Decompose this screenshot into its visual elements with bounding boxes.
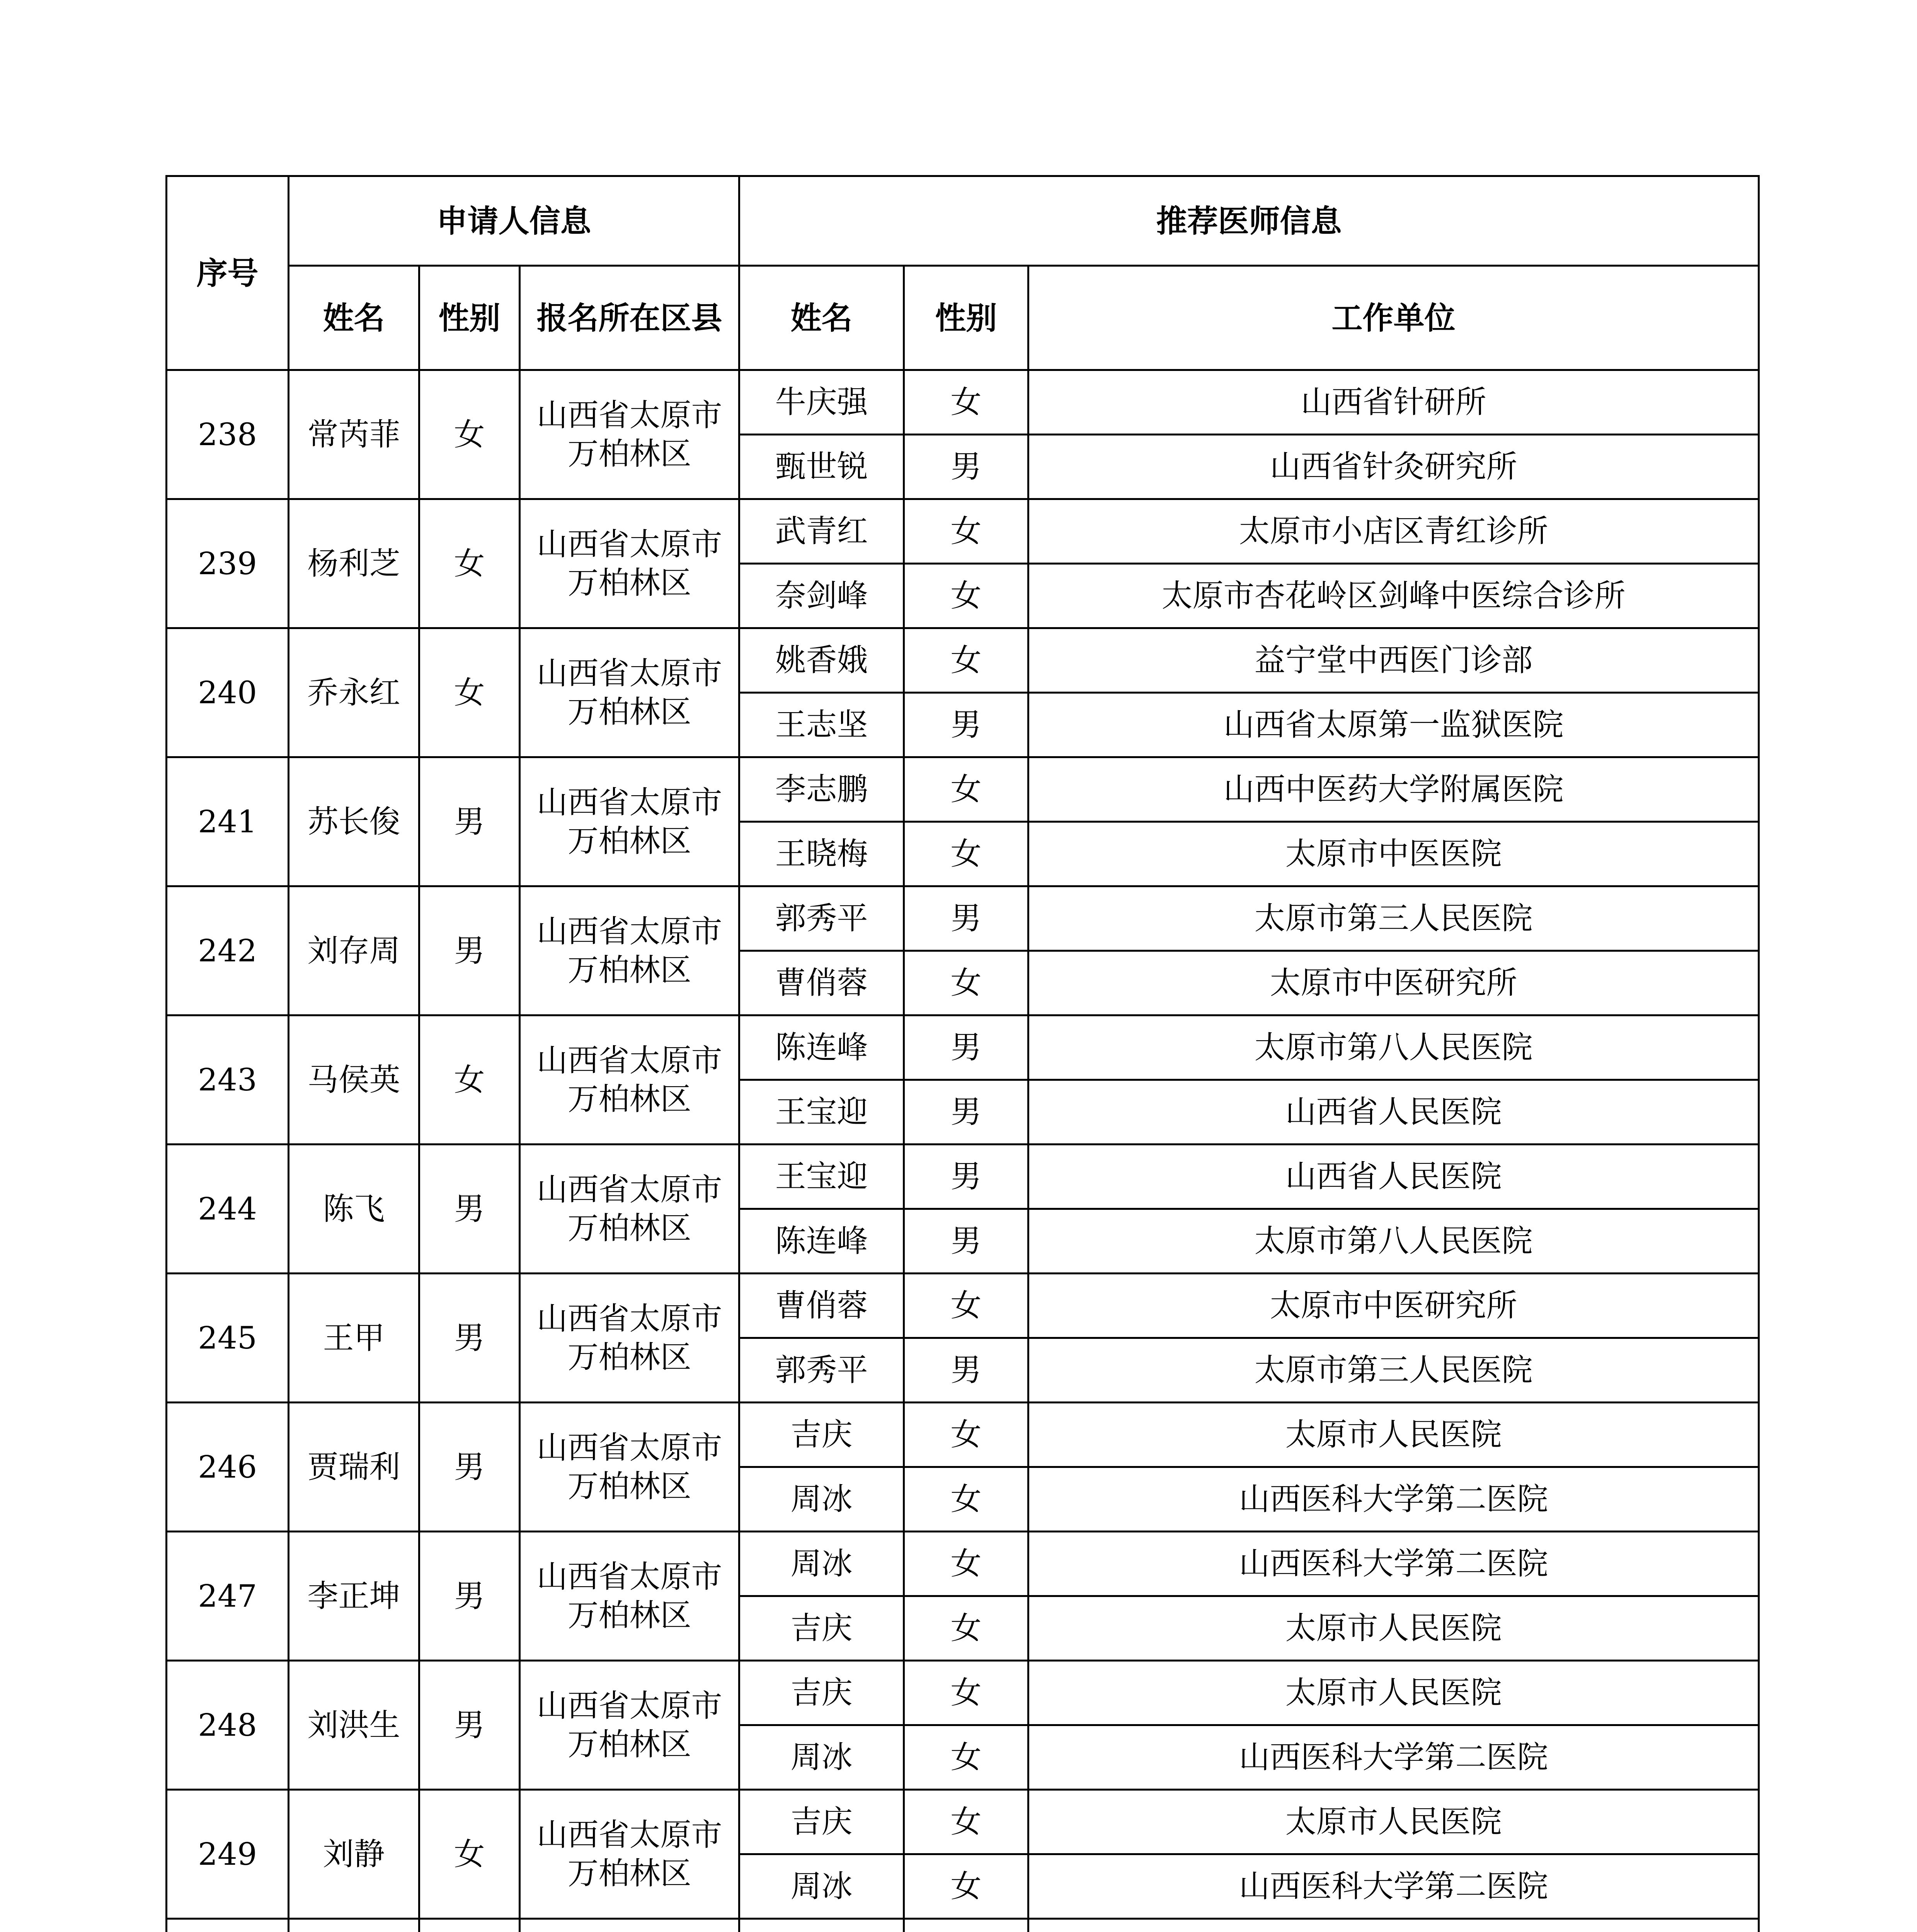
doctor-gender: 女 <box>904 1403 1028 1467</box>
applicant-seq: 241 <box>167 757 289 886</box>
doctor-unit: 太原市中医研究所 <box>1028 1274 1759 1338</box>
doctor-gender: 女 <box>904 757 1028 822</box>
doctor-unit: 太原市小店区青红诊所 <box>1028 499 1759 564</box>
applicant-name: 苏长俊 <box>289 757 419 886</box>
doctor-name: 吉庆 <box>739 1403 904 1467</box>
applicant-seq <box>167 1919 289 1932</box>
applicant-seq: 245 <box>167 1274 289 1403</box>
applicant-district: 山西省太原市万柏林区 <box>520 1274 739 1403</box>
doctor-name: 甄世锐 <box>739 435 904 499</box>
applicant-name: 马侯英 <box>289 1015 419 1145</box>
doctor-unit: 太原市人民医院 <box>1028 1403 1759 1467</box>
doctor-name: 曹俏蓉 <box>739 1274 904 1338</box>
applicant-district: 山西省太原市万柏林区 <box>520 1661 739 1790</box>
doctor-name: 周冰 <box>739 1532 904 1596</box>
doctor-name: 郭秀平 <box>739 886 904 951</box>
doctor-gender: 女 <box>904 564 1028 628</box>
doctor-gender: 男 <box>904 886 1028 951</box>
doctor-name: 王宝迎 <box>739 1080 904 1145</box>
doctor-name: 陈连峰 <box>739 1015 904 1080</box>
table-row <box>167 757 1759 822</box>
doctor-unit: 山西省针研所 <box>1028 370 1759 435</box>
applicant-district: 山西省太原市万柏林区 <box>520 370 739 499</box>
applicant-gender: 女 <box>419 370 520 499</box>
header-applicant-district: 报名所在区县 <box>520 266 739 370</box>
applicant-seq: 242 <box>167 886 289 1015</box>
applicant-name: 刘洪生 <box>289 1661 419 1790</box>
applicant-gender: 男 <box>419 1274 520 1403</box>
header-seq: 序号 <box>167 176 289 370</box>
applicant-gender: 男 <box>419 886 520 1015</box>
doctor-name: 王宝迎 <box>739 1145 904 1209</box>
applicant-name: 刘静 <box>289 1790 419 1919</box>
applicant-gender: 男 <box>419 1532 520 1661</box>
table-row <box>167 886 1759 951</box>
applicant-gender: 男 <box>419 1403 520 1532</box>
doctor-gender: 女 <box>904 1532 1028 1596</box>
applicant-name: 李正坤 <box>289 1532 419 1661</box>
applicant-name: 王甲 <box>289 1274 419 1403</box>
doctor-unit: 太原市第三人民医院 <box>1028 886 1759 951</box>
table-row <box>167 1015 1759 1080</box>
applicant-district: 山西省太原市万柏林区 <box>520 1403 739 1532</box>
applicant-seq: 248 <box>167 1661 289 1790</box>
header-applicant-gender: 性别 <box>419 266 520 370</box>
doctor-unit: 太原市第八人民医院 <box>1028 1209 1759 1274</box>
doctor-gender: 男 <box>904 1338 1028 1403</box>
doctor-name: 武青红 <box>739 499 904 564</box>
doctor-name: 姚香娥 <box>739 628 904 693</box>
applicant-district: 山西省太原市万柏林区 <box>520 1532 739 1661</box>
doctor-gender: 男 <box>904 435 1028 499</box>
doctor-gender: 男 <box>904 1209 1028 1274</box>
doctor-unit: 山西医科大学第二医院 <box>1028 1725 1759 1790</box>
doctor-gender: 女 <box>904 1596 1028 1661</box>
doctor-name: 吉庆 <box>739 1790 904 1854</box>
doctor-unit: 益宁堂中西医门诊部 <box>1028 628 1759 693</box>
applicant-district: 山西省太原市万柏林区 <box>520 1790 739 1919</box>
doctor-name <box>739 1919 904 1932</box>
table-row <box>167 1661 1759 1725</box>
applicant-gender: 男 <box>419 1661 520 1790</box>
applicant-seq: 246 <box>167 1403 289 1532</box>
applicant-district: 山西省太原市万柏林区 <box>520 757 739 886</box>
table-row <box>167 1532 1759 1596</box>
doctor-unit: 山西省人民医院 <box>1028 1145 1759 1209</box>
applicant-seq: 249 <box>167 1790 289 1919</box>
table-row <box>167 499 1759 564</box>
doctor-unit: 太原市人民医院 <box>1028 1790 1759 1854</box>
table-row <box>167 1403 1759 1467</box>
doctor-gender: 女 <box>904 499 1028 564</box>
doctor-unit: 太原市人民医院 <box>1028 1596 1759 1661</box>
applicant-district <box>520 1919 739 1932</box>
applicant-name: 乔永红 <box>289 628 419 757</box>
applicant-district: 山西省太原市万柏林区 <box>520 1015 739 1145</box>
doctor-gender: 女 <box>904 1854 1028 1919</box>
header-row-2 <box>167 266 1759 370</box>
doctor-gender: 女 <box>904 1274 1028 1338</box>
doctor-name: 李志鹏 <box>739 757 904 822</box>
doctor-unit: 太原市人民医院 <box>1028 1661 1759 1725</box>
doctor-unit: 太原市中医医院 <box>1028 822 1759 886</box>
header-applicant-name: 姓名 <box>289 266 419 370</box>
applicant-district: 山西省太原市万柏林区 <box>520 886 739 1015</box>
applicant-seq: 238 <box>167 370 289 499</box>
applicant-seq: 240 <box>167 628 289 757</box>
doctor-gender: 男 <box>904 1015 1028 1080</box>
doctor-unit: 太原市杏花岭区剑峰中医综合诊所 <box>1028 564 1759 628</box>
doctor-gender: 女 <box>904 370 1028 435</box>
table-row <box>167 1274 1759 1338</box>
applicant-gender: 男 <box>419 757 520 886</box>
applicant-seq: 244 <box>167 1145 289 1274</box>
table-body <box>167 370 1759 1932</box>
header-applicant-group: 申请人信息 <box>289 176 739 266</box>
applicant-seq: 243 <box>167 1015 289 1145</box>
doctor-unit: 太原市第三人民医院 <box>1028 1338 1759 1403</box>
doctor-name: 陈连峰 <box>739 1209 904 1274</box>
applicant-gender: 男 <box>419 1145 520 1274</box>
doctor-gender: 男 <box>904 693 1028 757</box>
doctor-name: 王晓梅 <box>739 822 904 886</box>
doctor-unit: 山西医科大学第二医院 <box>1028 1467 1759 1532</box>
applicant-name: 常芮菲 <box>289 370 419 499</box>
applicant-name <box>289 1919 419 1932</box>
doctor-unit: 山西中医药大学附属医院 <box>1028 757 1759 822</box>
doctor-gender: 女 <box>904 1467 1028 1532</box>
header-doctor-name: 姓名 <box>739 266 904 370</box>
applicant-seq: 247 <box>167 1532 289 1661</box>
doctor-gender: 男 <box>904 1145 1028 1209</box>
doctor-name: 吉庆 <box>739 1661 904 1725</box>
doctor-unit: 太原市中医研究所 <box>1028 951 1759 1015</box>
recommendation-table <box>165 175 1760 1932</box>
applicant-name: 贾瑞利 <box>289 1403 419 1532</box>
doctor-unit: 山西省人民医院 <box>1028 1080 1759 1145</box>
doctor-gender: 女 <box>904 628 1028 693</box>
doctor-name: 周冰 <box>739 1467 904 1532</box>
applicant-district: 山西省太原市万柏林区 <box>520 1145 739 1274</box>
applicant-district: 山西省太原市万柏林区 <box>520 499 739 628</box>
doctor-name: 王志坚 <box>739 693 904 757</box>
table-row <box>167 1145 1759 1209</box>
applicant-gender <box>419 1919 520 1932</box>
doctor-unit: 太原市第八人民医院 <box>1028 1015 1759 1080</box>
applicant-name: 陈飞 <box>289 1145 419 1274</box>
doctor-gender: 男 <box>904 1080 1028 1145</box>
doctor-name: 吉庆 <box>739 1596 904 1661</box>
doctor-unit: 山西医科大学第二医院 <box>1028 1854 1759 1919</box>
doctor-unit <box>1028 1919 1759 1932</box>
doctor-gender <box>904 1919 1028 1932</box>
applicant-gender: 女 <box>419 499 520 628</box>
applicant-gender: 女 <box>419 1790 520 1919</box>
header-doctor-unit: 工作单位 <box>1028 266 1759 370</box>
doctor-gender: 女 <box>904 822 1028 886</box>
header-doctor-gender: 性别 <box>904 266 1028 370</box>
doctor-gender: 女 <box>904 1725 1028 1790</box>
applicant-seq: 239 <box>167 499 289 628</box>
doctor-name: 曹俏蓉 <box>739 951 904 1015</box>
applicant-name: 刘存周 <box>289 886 419 1015</box>
doctor-name: 周冰 <box>739 1854 904 1919</box>
table-row <box>167 628 1759 693</box>
doctor-name: 郭秀平 <box>739 1338 904 1403</box>
doctor-name: 周冰 <box>739 1725 904 1790</box>
applicant-gender: 女 <box>419 1015 520 1145</box>
doctor-gender: 女 <box>904 1661 1028 1725</box>
applicant-district: 山西省太原市万柏林区 <box>520 628 739 757</box>
doctor-unit: 山西省针灸研究所 <box>1028 435 1759 499</box>
doctor-gender: 女 <box>904 1790 1028 1854</box>
table-row <box>167 370 1759 435</box>
doctor-unit: 山西省太原第一监狱医院 <box>1028 693 1759 757</box>
applicant-gender: 女 <box>419 628 520 757</box>
applicant-name: 杨利芝 <box>289 499 419 628</box>
doctor-gender: 女 <box>904 951 1028 1015</box>
table-row <box>167 1919 1759 1932</box>
doctor-name: 牛庆强 <box>739 370 904 435</box>
table-row <box>167 1790 1759 1854</box>
doctor-unit: 山西医科大学第二医院 <box>1028 1532 1759 1596</box>
doctor-name: 奈剑峰 <box>739 564 904 628</box>
header-doctor-group: 推荐医师信息 <box>739 176 1759 266</box>
header-row-1 <box>167 176 1759 266</box>
